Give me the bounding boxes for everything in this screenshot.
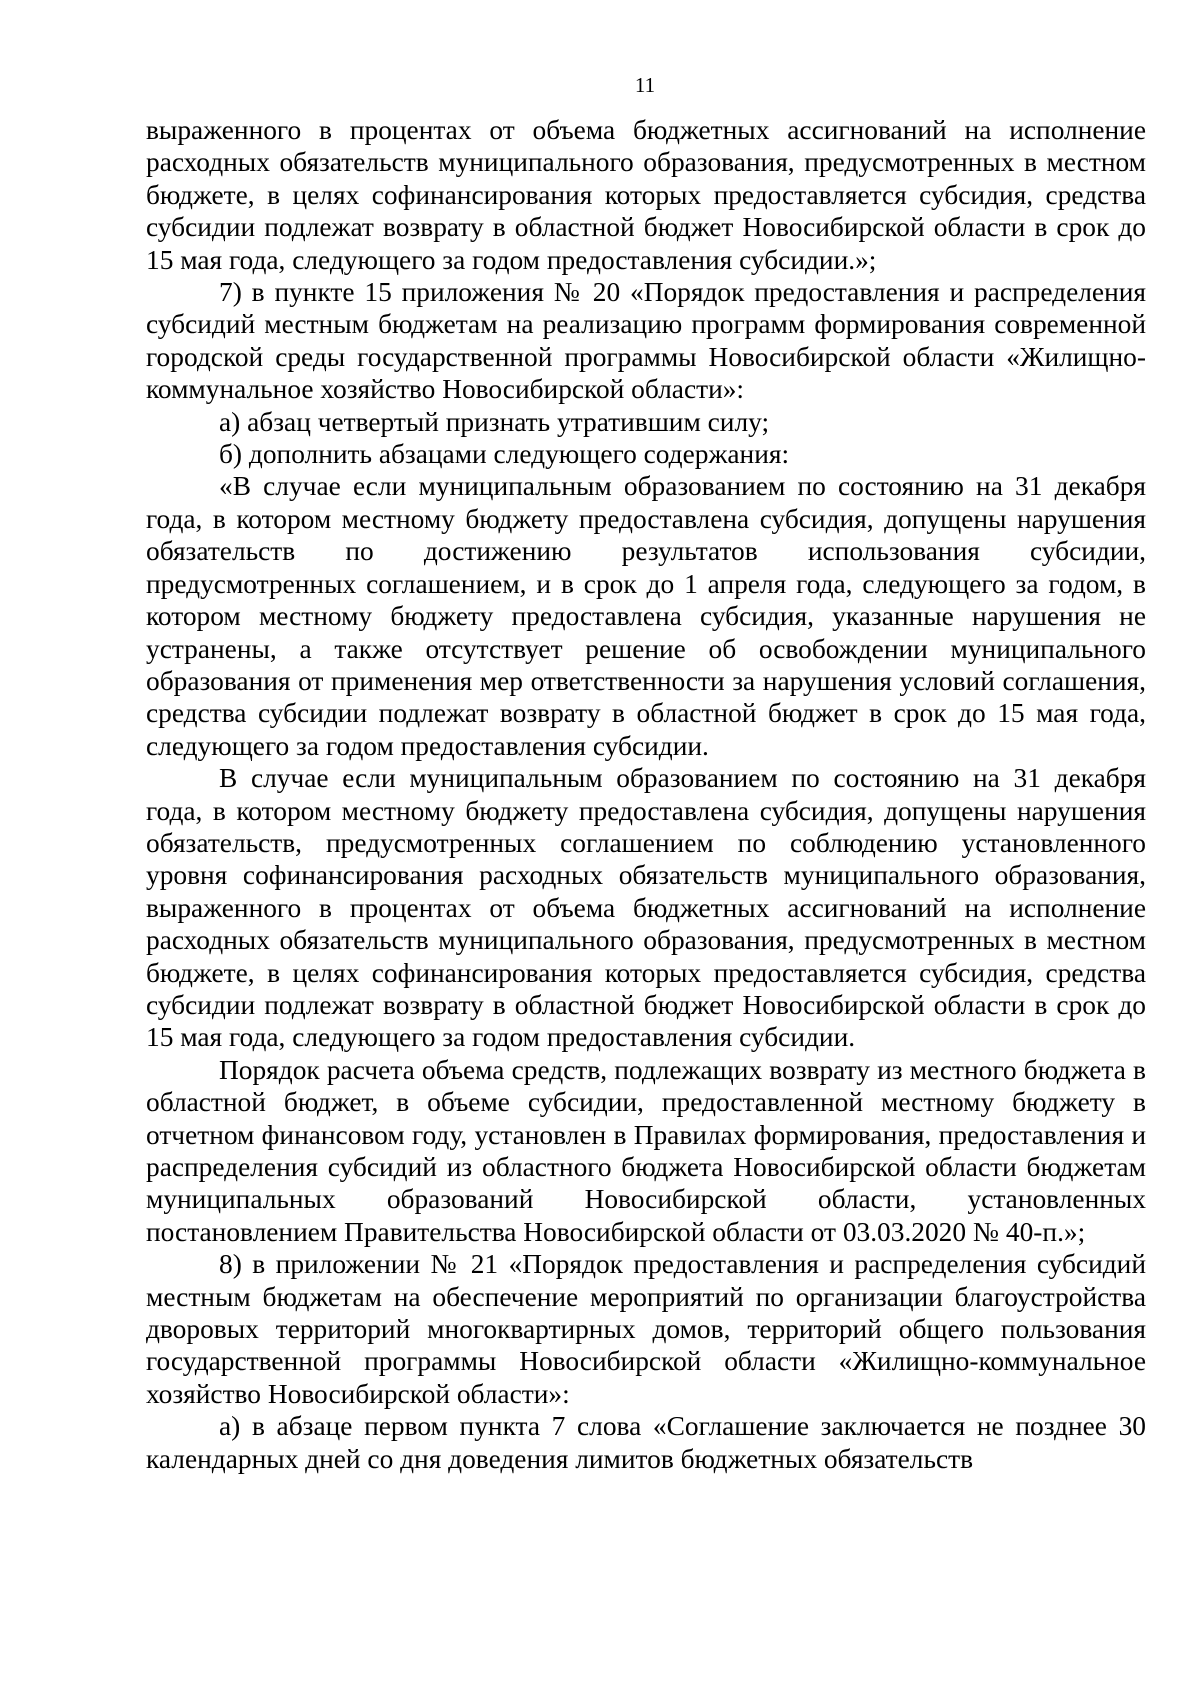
paragraph-item-8: 8) в приложении № 21 «Порядок предоставления и распределения субсидий местным бюджетам на обеспечение мероприятий по организации благоустройства дворовых территорий многоквартирных домов, территорий общего пользования государственной программы Новосибирской области «Жилищно-коммунальное хозяйство Новосибирской области»:: [146, 1249, 1146, 1409]
paragraph-quoted-3: Порядок расчета объема средств, подлежащих возврату из местного бюджета в областной бюджет, в объеме субсидии, предоставленной местному бюджету в отчетном финансовом году, установлен в Правилах формирования, предоставления и распределения субсидий из областного бюджета Новосибирской области бюджетам муниципальных образований Новосибирской области, установленных постановлением Правительства Новосибирской области от 03.03.2020 № 40-п.»;: [146, 1054, 1146, 1247]
paragraph-quoted-1: «В случае если муниципальным образованием по состоянию на 31 декабря года, в котором местному бюджету предоставлена субсидия, допущены нарушения обязательств по достижению результатов использования субсидии, предусмотренных соглашением, и в срок до 1 апреля года, следующего за годом, в котором местному бюджету предоставлена субсидия, указанные нарушения не устранены, а также отсутствует решение об освобождении муниципального образования от применения мер ответственности за нарушения условий соглашения, средства субсидии подлежат возврату в областной бюджет в срок до 15 мая года, следующего за годом предоставления субсидии.: [146, 471, 1146, 761]
paragraph-continuation: выраженного в процентах от объема бюджетных ассигнований на исполнение расходных обязательств муниципального образования, предусмотренных в местном бюджете, в целях софинансирования которых предоставляется субсидия, средства субсидии подлежат возврату в областной бюджет Новосибирской области в срок до 15 мая года, следующего за годом предоставления субсидии.»;: [146, 115, 1146, 275]
paragraph-subitem-a: а) абзац четвертый признать утратившим силу;: [219, 406, 770, 437]
page-number: 11: [634, 73, 656, 97]
paragraph-item-8-subitem-a: а) в абзаце первом пункта 7 слова «Соглашение заключается не позднее 30 календарных дней со дня доведения лимитов бюджетных обязательств: [146, 1411, 1146, 1474]
paragraph-item-7: 7) в пункте 15 приложения № 20 «Порядок предоставления и распределения субсидий местным бюджетам на реализацию программ формирования современной городской среды государственной программы Новосибирской области «Жилищно-коммунальное хозяйство Новосибирской области»:: [146, 277, 1146, 405]
paragraph-quoted-2: В случае если муниципальным образованием по состоянию на 31 декабря года, в котором местному бюджету предоставлена субсидия, допущены нарушения обязательств, предусмотренных соглашением по соблюдению установленного уровня софинансирования расходных обязательств муниципального образования, выраженного в процентах от объема бюджетных ассигнований на исполнение расходных обязательств муниципального образования, предусмотренных в местном бюджете, в целях софинансирования которых предоставляется субсидия, средства субсидии подлежат возврату в областной бюджет Новосибирской области в срок до 15 мая года, следующего за годом предоставления субсидии.: [146, 763, 1146, 1053]
paragraph-subitem-b: б) дополнить абзацами следующего содержания:: [219, 439, 790, 470]
document-body: [146, 114, 1146, 1475]
